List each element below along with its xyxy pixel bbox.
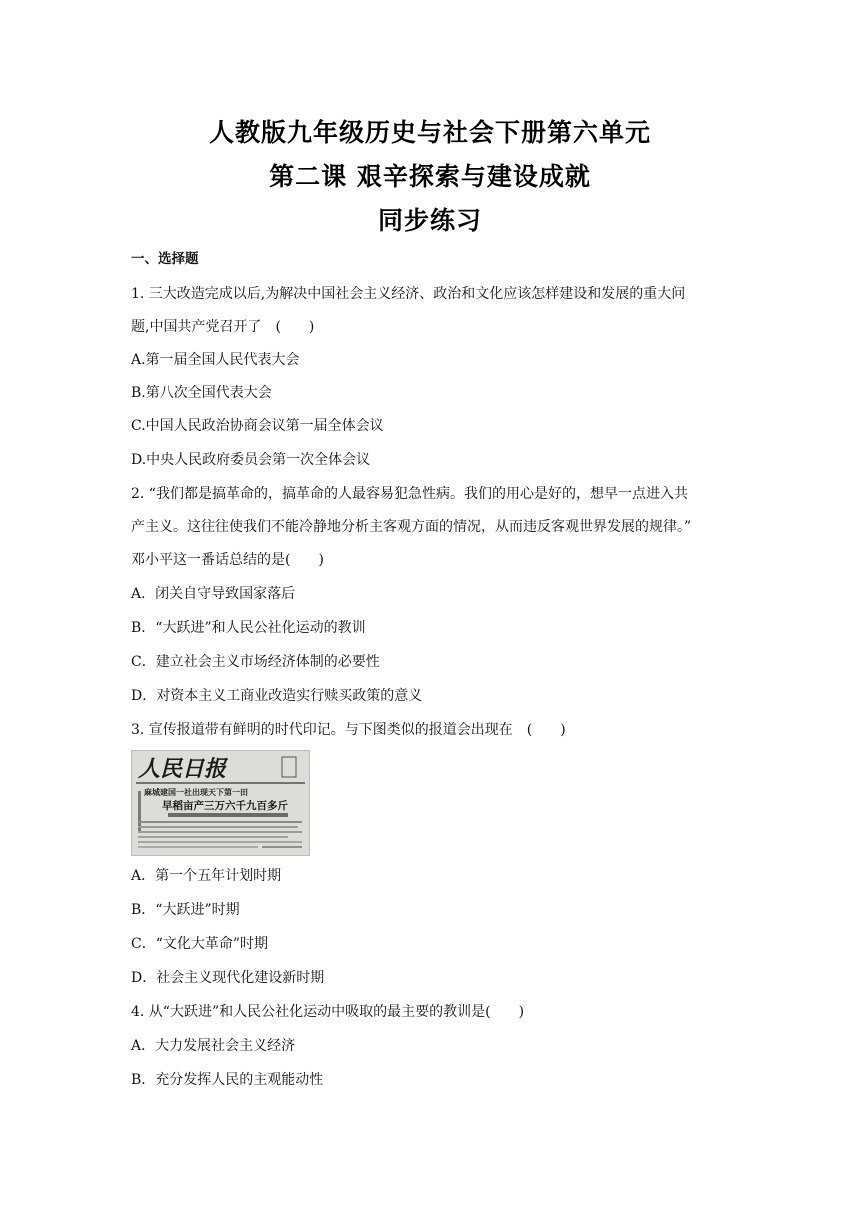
question-1-option-b: B.第八次全国代表大会 [131, 385, 272, 401]
document-title: 人教版九年级历史与社会下册第六单元 [208, 118, 651, 147]
exercise-title: 同步练习 [377, 206, 482, 235]
question-3-stem: 3. 宣传报道带有鲜明的时代印记。与下图类似的报道会出现在 ( ) [131, 722, 566, 738]
question-3-option-a: A．第一个五年计划时期 [131, 868, 282, 884]
question-2-stem-cont: 产主义。这往往使我们不能冷静地分析主客观方面的情况，从而违反客观世界发展的规律。” [131, 519, 692, 535]
question-2-option-d: D．对资本主义工商业改造实行赎买政策的意义 [131, 688, 423, 704]
question-4-option-a: A．大力发展社会主义经济 [131, 1038, 296, 1054]
question-1-option-a: A.第一届全国人民代表大会 [131, 352, 300, 368]
newspaper-image [131, 750, 310, 856]
question-1-option-d: D.中央人民政府委员会第一次全体会议 [131, 452, 371, 468]
question-1-stem: 1. 三大改造完成以后,为解决中国社会主义经济、政治和文化应该怎样建设和发展的重大问 [131, 286, 686, 302]
question-2-option-a: A．闭关自守导致国家落后 [131, 586, 296, 602]
lesson-title: 第二课 艰辛探索与建设成就 [269, 162, 591, 191]
newspaper-headline-small: 麻城建国一社出现天下第一田 [144, 788, 248, 797]
section-heading: 一、选择题 [131, 251, 199, 267]
question-1-stem-cont: 题,中国共产党召开了 ( ) [131, 319, 315, 335]
question-2-stem: 2. “我们都是搞革命的，搞革命的人最容易犯急性病。我们的用心是好的，想早一点进入共 [131, 486, 688, 502]
question-1-option-c: C.中国人民政治协商会议第一届全体会议 [131, 418, 384, 434]
question-2-option-c: C．建立社会主义市场经济体制的必要性 [131, 654, 380, 670]
newspaper-masthead: 人民日报 [138, 756, 227, 782]
question-3-option-d: D．社会主义现代化建设新时期 [131, 970, 325, 986]
newspaper-headline-main: 早稻亩产三万六千九百多斤 [162, 800, 288, 812]
question-3-option-b: B．“大跃进”时期 [131, 902, 240, 918]
question-2-stem-end: 邓小平这一番话总结的是( ) [131, 552, 324, 568]
question-4-stem: 4. 从“大跃进”和人民公社化运动中吸取的最主要的教训是( ) [131, 1004, 525, 1020]
question-2-option-b: B．“大跃进”和人民公社化运动的教训 [131, 620, 366, 636]
question-3-option-c: C．“文化大革命”时期 [131, 936, 269, 952]
question-4-option-b: B．充分发挥人民的主观能动性 [131, 1072, 324, 1088]
